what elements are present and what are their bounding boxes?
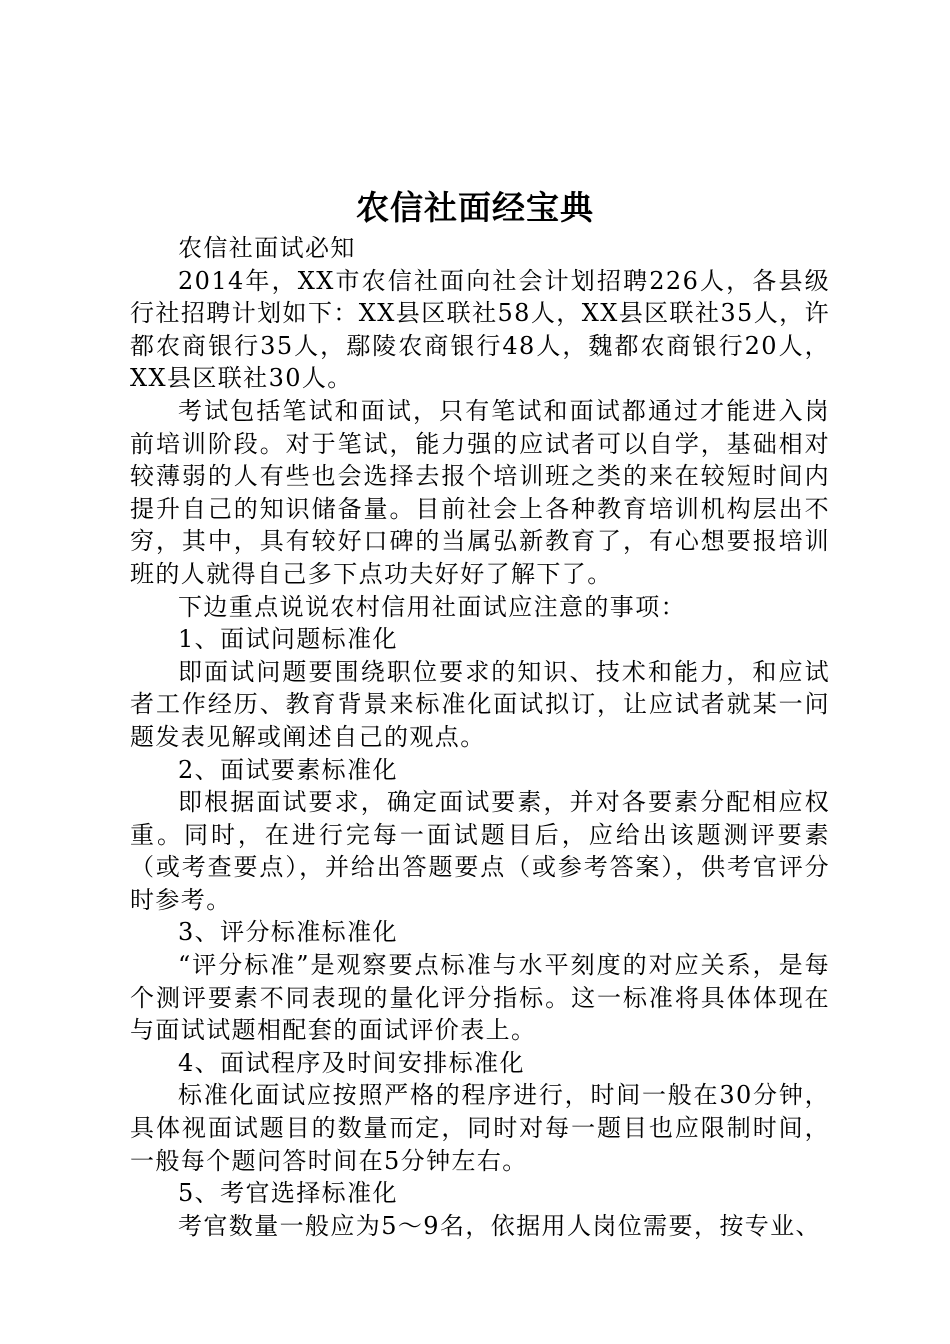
section-heading-1: 1、面试问题标准化 <box>178 625 398 654</box>
section-heading-2: 2、面试要素标准化 <box>178 755 398 784</box>
paragraph-notes-intro: 下边重点说说农村信用社面试应注意的事项： <box>178 592 686 621</box>
paragraph-section-1: 即面试问题要围绕职位要求的知识、技术和能力，和应试者工作经历、教育背景来标准化面试拟订，让应试者就某一问题发表见解或阐述自己的观点。 <box>130 657 830 751</box>
paragraph-exam-overview: 考试包括笔试和面试，只有笔试和面试都通过才能进入岗前培训阶段。对于笔试，能力强的应试者可以自学，基础相对较薄弱的人有些也会选择去报个培训班之类的来在较短时间内提升自己的知识储备量。目前社会上各种教育培训机构层出不穷，其中，具有较好口碑的当属弘新教育了，有心想要报培训班的人就得自己多下点功夫好好了解下了。 <box>130 396 830 588</box>
document-title: 农信社面经宝典 <box>356 188 594 227</box>
section-heading-5: 5、考官选择标准化 <box>178 1179 398 1208</box>
paragraph-section-5: 考官数量一般应为5～9名，依据用人岗位需要，按专业、 <box>178 1211 821 1240</box>
paragraph-section-4: 标准化面试应按照严格的程序进行，时间一般在30分钟，具体视面试题目的数量而定，同时对每一题目也应限制时间，一般每个题问答时间在5分钟左右。 <box>130 1081 830 1175</box>
paragraph-intro-heading: 农信社面试必知 <box>178 234 356 262</box>
paragraph-section-3: “评分标准”是观察要点标准与水平刻度的对应关系，是每个测评要素不同表现的量化评分指标。这一标准将具体体现在与面试试题相配套的面试评价表上。 <box>130 951 830 1045</box>
section-heading-3: 3、评分标准标准化 <box>178 918 398 947</box>
section-heading-4: 4、面试程序及时间安排标准化 <box>178 1048 525 1077</box>
document-body <box>130 232 830 1242</box>
paragraph-recruitment-plan: 2014年，XX市农信社面向社会计划招聘226人，各县级行社招聘计划如下：XX县区联社58人，XX县区联社35人，许都农商银行35人，鄢陵农商银行48人，魏都农商银行20人，XX县区联社30人。 <box>130 266 830 393</box>
paragraph-section-2: 即根据面试要求，确定面试要素，并对各要素分配相应权重。同时，在进行完每一面试题目后，应给出该题测评要素（或考查要点），并给出答题要点（或参考答案），供考官评分时参考。 <box>130 788 830 914</box>
